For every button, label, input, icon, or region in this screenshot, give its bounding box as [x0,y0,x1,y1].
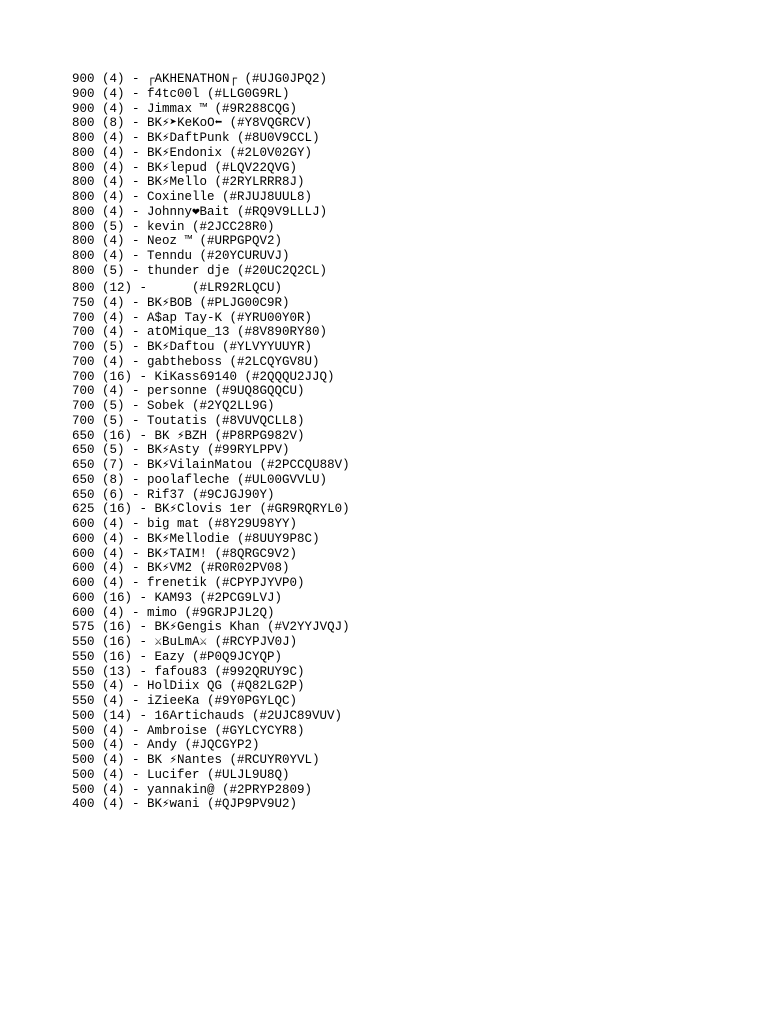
list-line: 800 (4) - BK⚡Endonix (#2L0V02GY) [72,145,313,160]
list-line: 700 (4) - personne (#9UQ8GQQCU) [72,384,305,399]
list-line: 550 (4) - HolDiix QG (#Q82LG2P) [72,679,305,694]
list-line: 400 (4) - BK⚡wani (#QJP9PV9U2) [72,797,298,812]
list-line: 700 (4) - A$ap Tay-K (#YRU00Y0R) [72,310,313,325]
list-line: 750 (4) - BK⚡BOB (#PLJG00C9R) [72,295,290,310]
list-line: 800 (4) - Coxinelle (#RJUJ8UUL8) [72,190,313,204]
list-line: 500 (14) - 16Artichauds (#2UJC89VUV) [72,708,343,723]
list-line: 500 (4) - yannakin@ (#2PRYP2809) [72,782,313,797]
list-line: 550 (13) - fafou83 (#992QRUY9C) [72,664,305,679]
list-line: 550 (16) - Eazy (#P0Q9JCYQP) [72,649,283,664]
list-line: 600 (4) - big mat (#8Y29U98YY) [72,517,298,531]
list-line: 650 (6) - Rif37 (#9CJGJ90Y) [72,487,275,502]
list-line: 800 (12) - (#LR92RLQCU) [72,281,283,295]
list-line: 700 (5) - Sobek (#2YQ2LL9G) [72,399,275,413]
list-line: 800 (4) - BK⚡lepud (#LQV22QVG) [72,160,298,175]
list-line: 600 (4) - mimo (#9GRJPJL2Q) [72,605,275,620]
list-line: 500 (4) - Lucifer (#ULJL9U8Q) [72,767,290,782]
list-line: 500 (4) - Ambroise (#GYLCYCYR8) [72,723,305,738]
list-line: 575 (16) - BK⚡Gengis Khan (#V2YYJVQJ) [72,620,350,635]
list-line: 600 (16) - KAM93 (#2PCG9LVJ) [72,590,283,605]
list-line: 600 (4) - frenetik (#CPYPJYVP0) [72,576,305,590]
list-line: 650 (16) - BK ⚡BZH (#P8RPG982V) [72,428,305,443]
list-line: 500 (4) - BK ⚡Nantes (#RCUYR0YVL) [72,753,320,767]
list-line: 500 (4) - Andy (#JQCGYP2) [72,738,260,753]
list-line: 700 (4) - gabtheboss (#2LCQYGV8U) [72,354,320,369]
document-text-block [72,72,350,812]
list-line: 800 (4) - Neoz ™ (#URPGPQV2) [72,234,283,249]
list-line: 650 (8) - poolafleche (#UL00GVVLU) [72,472,328,487]
list-line: 650 (7) - BK⚡VilainMatou (#2PCCQU88V) [72,458,350,472]
list-line: 600 (4) - BK⚡VM2 (#R0R02PV08) [72,561,290,576]
list-line: 700 (5) - Toutatis (#8VUVQCLL8) [72,413,305,428]
list-line: 800 (8) - BK⚡➤KeKoO⬅ (#Y8VQGRCV) [72,116,313,131]
list-line: 800 (5) - kevin (#2JCC28R0) [72,219,275,234]
list-line: 600 (4) - BK⚡Mellodie (#8UUY9P8C) [72,531,320,546]
list-line: 550 (16) - ⚔BuLmA⚔ (#RCYPJV0J) [72,635,298,649]
list-line: 800 (4) - BK⚡DaftPunk (#8U0V9CCL) [72,131,320,145]
list-line: 600 (4) - BK⚡TAIM! (#8QRGC9V2) [72,546,298,561]
list-line: 900 (4) - f4tc00l (#LLG0G9RL) [72,86,290,101]
list-line: 800 (5) - thunder dje (#20UC2Q2CL) [72,263,328,278]
list-line: 800 (4) - Tenndu (#20YCURUVJ) [72,249,290,263]
list-line: 625 (16) - BK⚡Clovis 1er (#GR9RQRYL0) [72,502,350,517]
list-line: 550 (4) - iZieeKa (#9Y0PGYLQC) [72,694,298,708]
list-line: 700 (16) - KiKass69140 (#2QQQU2JJQ) [72,369,335,384]
list-line: 650 (5) - BK⚡Asty (#99RYLPPV) [72,443,290,458]
list-line: 700 (5) - BK⚡Daftou (#YLVYYUUYR) [72,340,313,354]
list-line: 800 (4) - BK⚡Mello (#2RYLRRR8J) [72,175,305,190]
list-line: 700 (4) - atOMique_13 (#8V890RY80) [72,325,328,340]
list-line: 900 (4) - Jimmax ™ (#9R288CQG) [72,101,298,116]
list-line: 800 (4) - Johnny❤Bait (#RQ9V9LLLJ) [72,204,328,219]
list-line: 900 (4) - ┌AKHENATHON┌ (#UJG0JPQ2) [72,72,328,86]
